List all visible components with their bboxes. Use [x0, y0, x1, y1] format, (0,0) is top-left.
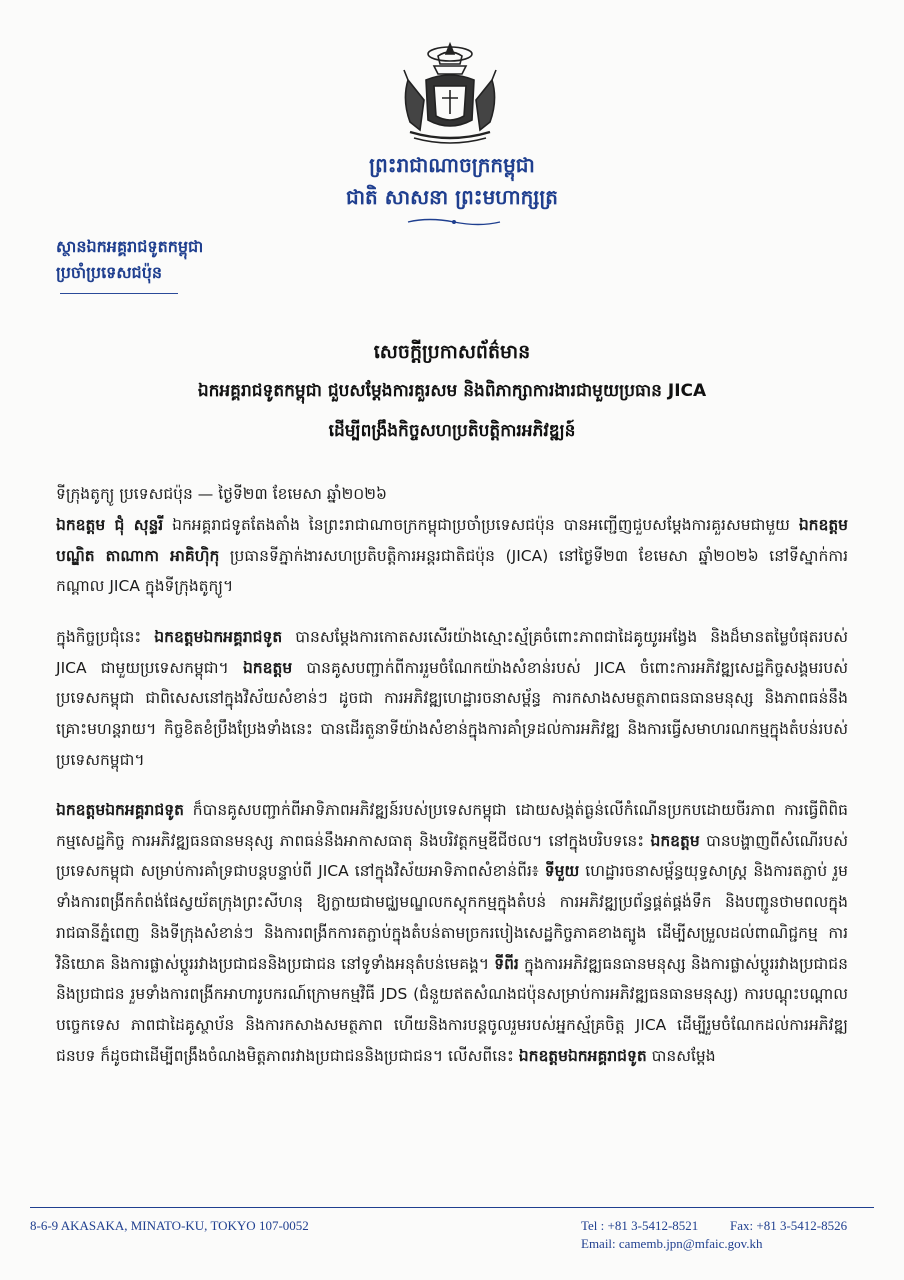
bold-name: ឯកឧត្តម	[650, 831, 700, 850]
paragraph-1	[56, 510, 848, 602]
text-run: ហេដ្ឋារចនាសម្ព័ន្ធយុទ្ធសាស្ត្រ និងការតភ្ជាប់ រួមទាំងការពង្រីកកំពង់ផែស្វយ័តក្រុងព្រះសីហនុ ឱ្យក្លាយជាមជ្ឈមណ្ឌលកស្តុកកម្មក្នុងតំបន់ ការអភិវឌ្ឍប្រព័ន្ធផ្គត់ផ្គង់ទឹក និងបញ្ជូនថាមពលក្នុងរាជធានីភ្នំពេញ និងទីក្រុងសំខាន់ៗ និងការពង្រីកការតភ្ជាប់ក្នុងតំបន់តាមច្រករបៀងសេដ្ឋកិច្ចភាគខាងត្បូង ដើម្បីសម្រួលដល់ពាណិជ្ជកម្ម ការវិនិយោគ និងការផ្លាស់ប្តូររវាងប្រជាជននិងប្រជាជន នៅទូទាំងអនុតំបន់មេគង្គ។	[56, 862, 849, 973]
text-run: ក៏បានគូសបញ្ជាក់ពីអាទិភាពអភិវឌ្ឍន៍របស់ប្រទេសកម្ពុជា ដោយសង្កត់ធ្ងន់លើកំណើនប្រកបដោយចីរភាព ការធ្វើពិពិធកម្មសេដ្ឋកិច្ច ការអភិវឌ្ឍធនធានមនុស្ស ភាពធន់នឹងអាកាសធាតុ និងបរិវត្តកម្មឌីជីថល។ នៅក្នុងបរិបទនេះ	[56, 801, 848, 850]
text-run: ប្រធានទីភ្នាក់ងារសហប្រតិបត្តិការអន្តរជាតិជប៉ុន (JICA) នៅថ្ងៃទី២៣ ខែមេសា ឆ្នាំ២០២៦ នៅទីស្នាក់ការកណ្តាល JICA ក្នុងទីក្រុងតូក្យូ។	[56, 546, 848, 596]
headline-subtitle: ដើម្បីពង្រឹងកិច្ចសហប្រតិបត្តិការអភិវឌ្ឍន៍	[328, 421, 576, 441]
royal-coat-of-arms-icon	[390, 40, 510, 150]
press-release-title: សេចក្តីប្រកាសព័ត៌មាន	[373, 341, 531, 363]
footer-divider	[30, 1207, 874, 1208]
footer-fax: Fax: +81 3-5412-8526	[730, 1218, 848, 1233]
embassy-underline	[60, 293, 178, 294]
bold-name: ឯកឧត្តម	[242, 658, 293, 677]
text-run: បានគូសបញ្ជាក់ពីការរួមចំណែកយ៉ាងសំខាន់របស់ JICA ចំពោះការអភិវឌ្ឍសេដ្ឋកិច្ចសង្គមរបស់ប្រទេសកម្ពុជា ជាពិសេសនៅក្នុងវិស័យសំខាន់ៗ ដូចជា ការអភិវឌ្ឍហេដ្ឋារចនាសម្ព័ន្ធ ការកសាងសមត្ថភាពធនធានមនុស្ស និងភាពធន់នឹងគ្រោះមហន្តរាយ។ កិច្ចខិតខំប្រឹងប្រែងទាំងនេះ បានដើរតួនាទីយ៉ាងសំខាន់ក្នុងការគាំទ្រដល់ការអភិវឌ្ឍ និងការធ្វើសមាហរណកម្មក្នុងតំបន់របស់ប្រទេសកម្ពុជា។	[56, 658, 848, 769]
national-motto: ជាតិ សាសនា ព្រះមហាក្សត្រ	[346, 185, 558, 209]
embassy-name: ស្ថានឯកអគ្គរាជទូតកម្ពុជា	[56, 237, 204, 256]
bold-term: ទីមួយ	[544, 862, 580, 881]
text-run: បានសម្តែងការកោតសរសើរយ៉ាងស្មោះស្ម័គ្រចំពោះភាពជាដៃគូយូរអង្វែង និងដ៏មានតម្លៃបំផុតរបស់ JICA ជាមួយប្រទេសកម្ពុជា។	[56, 628, 848, 677]
headline: ឯកអគ្គរាជទូតកម្ពុជា ជួបសម្តែងការគួរសម និងពិភាក្សាការងារជាមួយប្រធាន JICA	[197, 381, 707, 401]
text-run: ក្នុងការអភិវឌ្ឍធនធានមនុស្ស និងការផ្លាស់ប្តូររវាងប្រជាជននិងប្រជាជន រួមទាំងការពង្រីកអាហារូបករណ៍ក្រោមកម្មវិធី JDS (ជំនួយឥតសំណងជប៉ុនសម្រាប់ការអភិវឌ្ឍធនធានមនុស្ស) ការបណ្តុះបណ្តាលបច្ចេកទេស ភាពជាដៃគូស្ថាប័ន និងការកសាងសមត្ថភាព ហើយនិងការបន្តចូលរួមរបស់អ្នកស្ម័គ្រចិត្ត JICA ដើម្បីរួមចំណែកដល់ការអភិវឌ្ឍជនបទ ក៏ដូចជាដើម្បីពង្រឹងចំណងមិត្តភាពរវាងប្រជាជននិងប្រជាជន។ លើសពីនេះ	[56, 954, 848, 1065]
text-run: បានសម្តែង	[646, 1046, 716, 1065]
bold-name: ឯកឧត្តមឯកអគ្គរាជទូត	[56, 801, 184, 819]
bold-name: ឯកឧត្តមឯកអគ្គរាជទូត	[518, 1046, 647, 1065]
paragraph-3	[56, 795, 848, 1071]
text-run: ក្នុងកិច្ចប្រជុំនេះ	[56, 628, 155, 646]
footer-email[interactable]: Email: camemb.jpn@mfaic.gov.kh	[581, 1236, 763, 1251]
bold-term: ទីពីរ	[494, 954, 519, 973]
dateline: ទីក្រុងតូក្យូ ប្រទេសជប៉ុន — ថ្ងៃទី២៣ ខែមេសា ឆ្នាំ២០២៦	[56, 485, 387, 503]
bold-name: ឯកឧត្តមឯកអគ្គរាជទូត	[154, 628, 283, 646]
bold-name: ឯកឧត្តម ជុំ សុន្ទរី	[56, 516, 164, 534]
ornament-divider-icon	[404, 216, 504, 228]
embassy-location: ប្រចាំប្រទេសជប៉ុន	[56, 263, 163, 282]
footer-telephone: Tel : +81 3-5412-8521	[581, 1218, 699, 1233]
bold-name: ឯកឧត្តមបណ្ឌិត តាណាកា អាគិហ៊ិកុ	[56, 516, 849, 565]
text-run: បានបង្ហាញពីសំណើរបស់ប្រទេសកម្ពុជា សម្រាប់ការគាំទ្រជាបន្តបន្ទាប់ពី JICA នៅក្នុងវិស័យអាទិភាពសំខាន់ពីរ៖	[56, 831, 848, 881]
paragraph-2	[56, 622, 848, 776]
footer-address: 8-6-9 AKASAKA, MINATO-KU, TOKYO 107-0052	[30, 1218, 309, 1233]
text-run: ឯកអគ្គរាជទូតតែងតាំង នៃព្រះរាជាណាចក្រកម្ពុជាប្រចាំប្រទេសជប៉ុន បានអញ្ជើញជួបសម្តែងការគួរសមជាមួយ	[163, 516, 799, 534]
kingdom-name: ព្រះរាជាណាចក្រកម្ពុជា	[369, 153, 535, 177]
